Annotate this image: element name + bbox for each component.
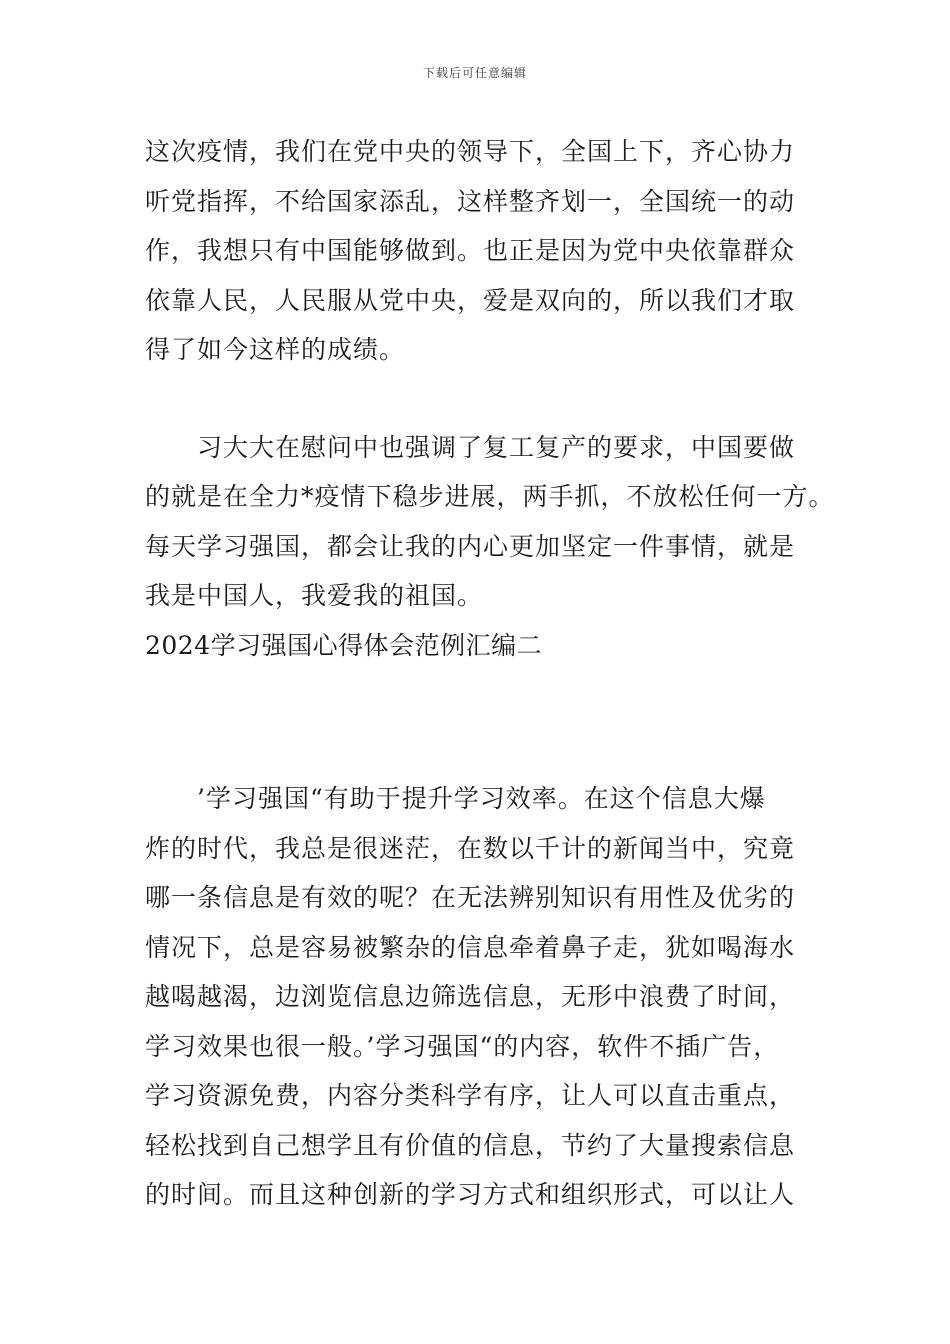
- paragraph-3: [145, 774, 815, 1220]
- text-line: 哪一条信息是有效的呢？在无法辨别知识有用性及优劣的: [145, 883, 796, 912]
- text-line: 我是中国人，我爱我的祖国。: [145, 581, 484, 610]
- text-line: 依靠人民，人民服从党中央，爱是双向的，所以我们才取: [145, 285, 796, 315]
- text-line: 学习效果也很一般。’学习强国“的内容，软件不插广告，: [145, 1031, 780, 1061]
- text-line: 的时间。而且这种创新的学习方式和组织形式，可以让人: [145, 1180, 796, 1209]
- text-line: 情况下，总是容易被繁杂的信息牵着鼻子走，犹如喝海水: [145, 932, 796, 962]
- text-line: ’学习强国“有助于提升学习效率。在这个信息大爆: [197, 784, 766, 813]
- text-line: 这次疫情，我们在党中央的领导下，全国上下，齐心协力: [145, 137, 796, 166]
- text-line: 每天学习强国，都会让我的内心更加坚定一件事情，就是: [145, 531, 796, 561]
- text-line: 轻松找到自己想学且有价值的信息，节约了大量搜索信息: [145, 1130, 796, 1160]
- paragraph-1: [145, 127, 815, 375]
- text-line: 炸的时代，我总是很迷茫，在数以千计的新闻当中，究竟: [145, 833, 796, 863]
- header-note: 下载后可任意编辑: [422, 66, 527, 80]
- section-title: 2024学习强国心得体会范例汇编二: [145, 630, 543, 660]
- text-line: 作，我想只有中国能够做到。也正是因为党中央依靠群众: [145, 236, 796, 265]
- paragraph-spacer: [145, 375, 815, 423]
- section-spacer: [145, 670, 815, 774]
- document-body: [145, 127, 835, 1220]
- text-line: 习大大在慰问中也强调了复工复产的要求，中国要做: [197, 432, 796, 462]
- text-line: 越喝越渴，边浏览信息边筛选信息，无形中浪费了时间，: [145, 982, 796, 1011]
- text-line: 得了如今这样的成绩。: [145, 335, 406, 364]
- text-line: 的就是在全力*疫情下稳步进展，两手抓，不放松任何一方。: [145, 482, 835, 511]
- paragraph-2: [145, 423, 835, 621]
- text-line: 学习资源免费，内容分类科学有序，让人可以直击重点，: [145, 1081, 796, 1110]
- text-line: 听党指挥，不给国家添乱，这样整齐划一，全国统一的动: [145, 186, 796, 216]
